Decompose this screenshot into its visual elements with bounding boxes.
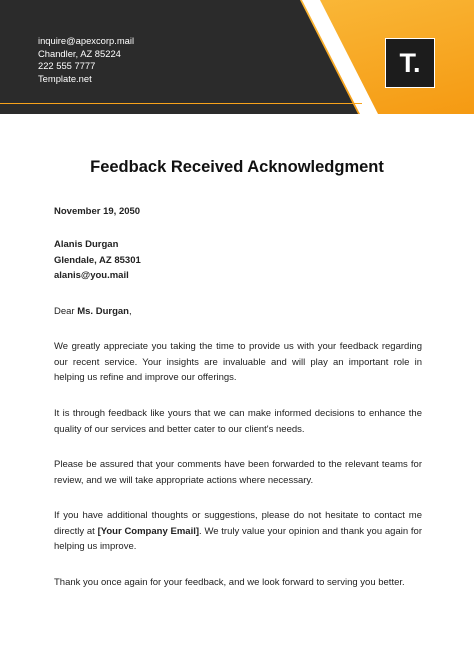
recipient-block (54, 237, 422, 284)
letter-date: November 19, 2050 (54, 206, 141, 217)
sender-email: inquire@apexcorp.mail (38, 35, 135, 46)
contact-text-after: . We truly value your opinion and thank you again for helping us improve. (54, 525, 423, 552)
body-paragraph-4 (54, 508, 422, 555)
salutation-name: Ms. Durgan (77, 306, 129, 317)
contact-text-before: If you have additional thoughts or suggestions, please do not hesitate to contact me directly at (54, 510, 422, 537)
sender-city: Chandler, AZ 85224 (38, 47, 121, 59)
salutation (54, 304, 422, 320)
salutation-prefix: Dear (54, 306, 78, 317)
sender-phone: 222 555 7777 (38, 60, 96, 71)
closing-paragraph: Thank you once again for your feedback, and we look forward to serving you better. (54, 577, 405, 588)
recipient-email: alanis@you.mail (54, 270, 129, 281)
salutation-suffix: , (128, 306, 132, 317)
body-paragraph-1: We greatly appreciate you taking the time to provide us with your feedback regarding our recent service. Your insights are invaluable and will play an important role in helping us refine and improve our offerings. (54, 341, 422, 383)
sender-contact (38, 35, 134, 85)
company-email-placeholder: [Your Company Email] (97, 525, 200, 537)
body-paragraph-3: Please be assured that your comments have been forwarded to the relevant teams for review, and we will take appropriate actions where necessary. (54, 459, 422, 486)
letter-title: Feedback Received Acknowledgment (90, 158, 384, 176)
recipient-city: Glendale, AZ 85301 (54, 254, 141, 266)
sender-website: Template.net (38, 72, 92, 84)
logo-letter: T. (399, 47, 421, 78)
letterhead (0, 0, 474, 114)
recipient-name: Alanis Durgan (54, 239, 119, 250)
body-paragraph-2: It is through feedback like yours that we can make informed decisions to enhance the quality of our services and better cater to our client's needs. (54, 408, 422, 435)
company-logo (385, 38, 435, 88)
